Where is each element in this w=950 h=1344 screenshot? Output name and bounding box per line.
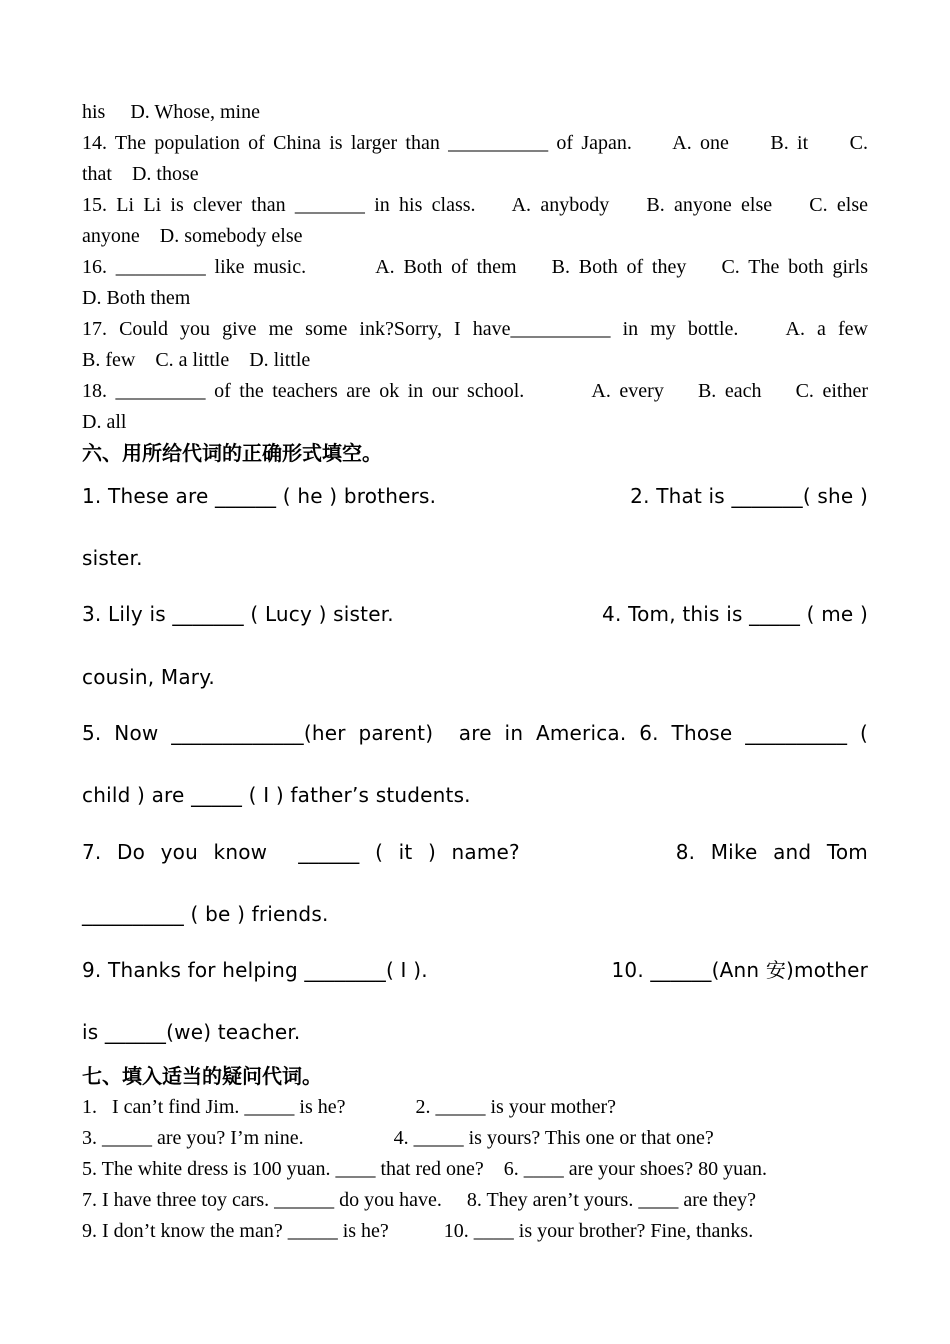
question-16: 16. _________ like music. A. Both of them B. Both of they C. The both girls bbox=[82, 256, 868, 278]
exercise-right: 2. That is _______( she ) bbox=[630, 484, 868, 508]
exercise-line: 5. Now _____________(her parent) are in America. 6. Those __________ ( bbox=[82, 721, 868, 745]
question-14-options-tail: that D. those bbox=[82, 163, 199, 185]
section-6-heading: 六、用所给代词的正确形式填空。 bbox=[82, 441, 382, 465]
question-17-options-tail: B. few C. a little D. little bbox=[82, 349, 311, 371]
question-line: 3. _____ are you? I’m nine. 4. _____ is yours? This one or that one? bbox=[82, 1127, 714, 1149]
question-15-options-tail: anyone D. somebody else bbox=[82, 225, 303, 247]
question-line: 1. I can’t find Jim. _____ is he? 2. _____ is your mother? bbox=[82, 1096, 617, 1118]
exercise-line bbox=[82, 484, 868, 508]
exercise-right: 4. Tom, this is _____ ( me ) bbox=[602, 602, 868, 626]
question-18-options-tail: D. all bbox=[82, 411, 127, 433]
exercise-right: 10. ______(Ann 安)mother bbox=[611, 958, 868, 982]
exercise-left: 7. Do you know ______ ( it ) name? bbox=[82, 840, 520, 864]
exercise-line bbox=[82, 840, 868, 864]
exercise-line: sister. bbox=[82, 546, 143, 570]
question-16-options-tail: D. Both them bbox=[82, 287, 191, 309]
exercise-right: 8. Mike and Tom bbox=[675, 840, 868, 864]
question-14: 14. The population of China is larger than __________ of Japan. A. one B. it C. bbox=[82, 132, 868, 154]
exercise-line bbox=[82, 958, 868, 982]
section-7-heading: 七、填入适当的疑问代词。 bbox=[82, 1064, 322, 1088]
question-line: 5. The white dress is 100 yuan. ____ that red one? 6. ____ are your shoes? 80 yuan. bbox=[82, 1158, 768, 1180]
question-17: 17. Could you give me some ink?Sorry, I have__________ in my bottle. A. a few bbox=[82, 318, 868, 340]
question-15: 15. Li Li is clever than _______ in his class. A. anybody B. anyone else C. else bbox=[82, 194, 868, 216]
question-line: 9. I don’t know the man? _____ is he? 10. ____ is your brother? Fine, thanks. bbox=[82, 1220, 754, 1242]
question-line: 7. I have three toy cars. ______ do you have. 8. They aren’t yours. ____ are they? bbox=[82, 1189, 757, 1211]
exercise-left: 9. Thanks for helping ________( I ). bbox=[82, 958, 428, 982]
exercise-line: __________ ( be ) friends. bbox=[82, 902, 329, 926]
exercise-left: 3. Lily is _______ ( Lucy ) sister. bbox=[82, 602, 394, 626]
exercise-line bbox=[82, 602, 868, 626]
question-13-options-tail: his D. Whose, mine bbox=[82, 101, 260, 123]
question-18: 18. _________ of the teachers are ok in our school. A. every B. each C. either bbox=[82, 380, 868, 402]
exercise-line: child ) are _____ ( I ) father’s students. bbox=[82, 783, 471, 807]
exercise-left: 1. These are ______ ( he ) brothers. bbox=[82, 484, 437, 508]
exercise-line: cousin, Mary. bbox=[82, 665, 215, 689]
exercise-line: is ______(we) teacher. bbox=[82, 1020, 301, 1044]
